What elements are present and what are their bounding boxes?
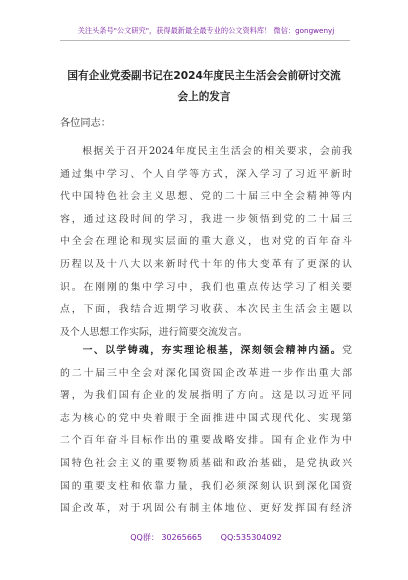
footer-qq-group: QQ群： 30265665 <box>130 533 203 542</box>
paragraph-line: 通过集中学习、个人自学等方式，深入学习了习近平新时 <box>60 168 352 180</box>
paragraph-line: 根据关于召开2024年度民主生活会的相关要求，会前我 <box>60 146 352 157</box>
paragraph-line: 及个人思想工作实际，进行简要交流发言。 <box>60 326 248 338</box>
paragraph-line: 历程以及十八大以来新时代十年的伟大变革有了更深的认 <box>60 258 352 270</box>
paragraph-line: 二个百年奋斗目标作出的重要战略安排。国有企业作为中 <box>60 435 352 447</box>
paragraph-line: 代中国特色社会主义思想、党的二十届三中全会精神等内 <box>60 191 352 203</box>
paragraph-1 <box>60 141 352 344</box>
paragraph-line: 国特色社会主义的重要物质基础和政治基础，是党执政兴 <box>60 457 352 469</box>
header-notice: 关注头条号"公文研究"，获得最新最全最专业的公文资料库！ 微信：gongwenyj <box>77 26 335 35</box>
salutation: 各位同志： <box>60 118 111 129</box>
paragraph-line: 署，为我们国有企业的发展指明了方向。这是以习近平同 <box>60 390 352 402</box>
paragraph-line-tail: 党 <box>342 345 352 356</box>
title-line-2: 会上的发言 <box>177 91 231 103</box>
footer-contact <box>60 532 352 543</box>
paragraph-heading-line <box>60 340 352 363</box>
paragraph-line: 的二十届三中全会对深化国资国企改革进一步作出重大部 <box>60 367 352 379</box>
document-title <box>56 66 352 108</box>
footer-qq: QQ:535304092 <box>220 533 282 542</box>
paragraph-line: 国企改革，对于巩固公有制主体地位、更好发挥国有经济 <box>60 503 352 515</box>
section-heading: 一、以学铸魂，夯实理论根基，深刻领会精神内涵。 <box>60 345 343 356</box>
paragraph-line: 国的重要支柱和依靠力量，我们必须深刻认识到深化国资 <box>60 480 352 492</box>
paragraph-line: 点，下面，我结合近期学习收获、本次民主生活会主题以 <box>60 304 352 316</box>
header-divider <box>60 40 350 41</box>
paragraph-line: 中全会在理论和现实层面的重大意义，也对党的百年奋斗 <box>60 236 352 248</box>
paragraph-line: 识。在刚刚的集中学习中，我们也重点传达学习了相关要 <box>60 281 352 293</box>
title-line-1: 国有企业党委副书记在2024年度民主生活会会前研讨交流 <box>67 70 341 82</box>
paragraph-2 <box>60 340 352 521</box>
paragraph-line: 容，通过这段时间的学习，我进一步领悟到党的二十届三 <box>60 213 352 225</box>
paragraph-line: 志为核心的党中央着眼于全面推进中国式现代化、实现第 <box>60 412 352 424</box>
